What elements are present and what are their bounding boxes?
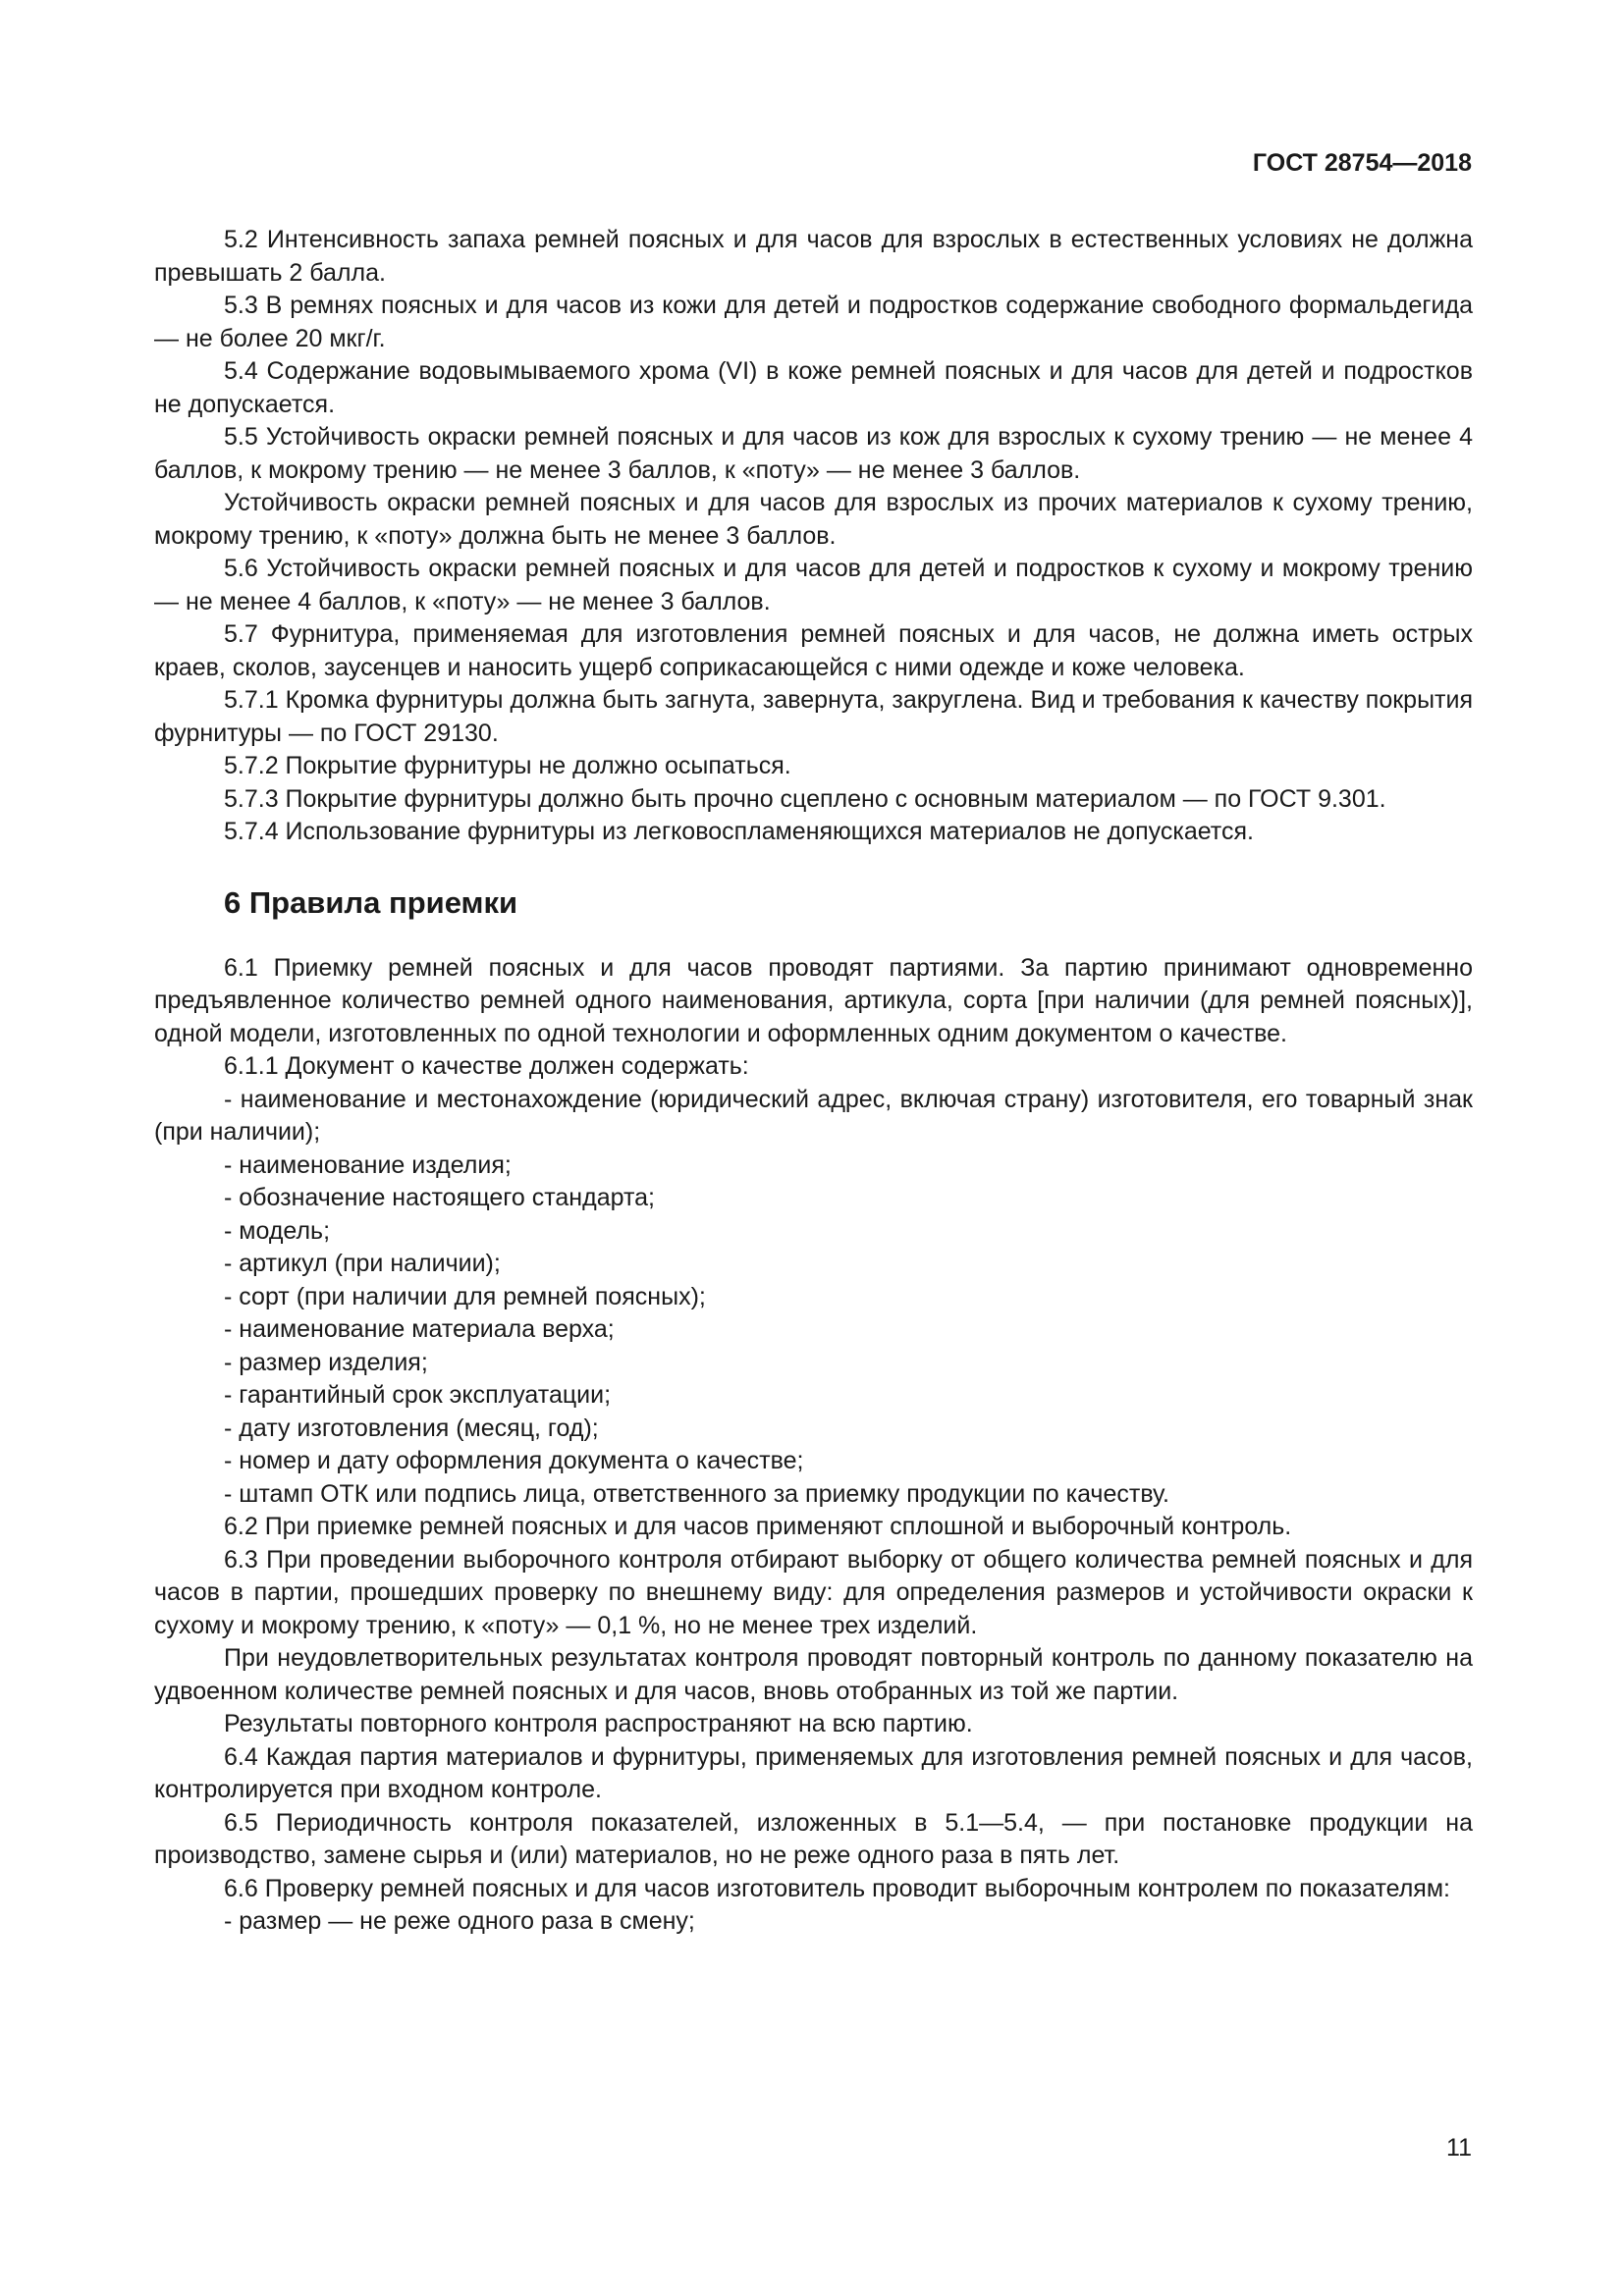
paragraph-6-6: 6.6 Проверку ремней поясных и для часов изготовитель проводит выборочным контролем по показателям:: [224, 1874, 1450, 1902]
paragraph-5-7: 5.7 Фурнитура, применяемая для изготовления ремней поясных и для часов, не должна иметь острых краев, сколов, заусенцев и наносить ущерб соприкасающейся с ними одежде и коже человека.: [154, 620, 1473, 681]
list-item-size: - размер — не реже одного раза в смену;: [224, 1907, 695, 1935]
doc-header-id: ГОСТ 28754—2018: [1252, 149, 1472, 177]
paragraph-6-3-repeat: При неудовлетворительных результатах контроля проводят повторный контроль по данному показателю на удвоенном количестве ремней поясных и для часов, вновь отобранных из той же партии.: [154, 1644, 1473, 1705]
paragraph-5-4: 5.4 Содержание водовымываемого хрома (VI) в коже ремней поясных и для часов для детей и подростков не допускается.: [154, 357, 1473, 418]
paragraph-5-5-continued: Устойчивость окраски ремней поясных и для часов для взрослых из прочих материалов к сухому трению, мокрому трению, к «поту» должна быть не менее 3 баллов.: [154, 489, 1473, 550]
list-item: - дату изготовления (месяц, год);: [224, 1414, 599, 1442]
paragraph-6-5: 6.5 Периодичность контроля показателей, изложенных в 5.1—5.4, — при постановке продукции на производство, замене сырья и (или) материалов, но не реже одного раза в пять лет.: [154, 1808, 1473, 1869]
paragraph-6-3-result: Результаты повторного контроля распространяют на всю партию.: [224, 1710, 973, 1737]
page-number: 11: [1446, 2134, 1472, 2162]
list-item: - модель;: [224, 1216, 331, 1245]
paragraph-5-3: 5.3 В ремнях поясных и для часов из кожи для детей и подростков содержание свободного формальдегида — не более 20 мкг/г.: [154, 292, 1473, 352]
paragraph-5-2: 5.2 Интенсивность запаха ремней поясных и для часов для взрослых в естественных условиях не должна превышать 2 балла.: [154, 226, 1473, 287]
body-text: [154, 224, 1473, 1939]
list-item: - штамп ОТК или подпись лица, ответственного за приемку продукции по качеству.: [224, 1479, 1169, 1508]
list-item: - гарантийный срок эксплуатации;: [224, 1381, 612, 1409]
paragraph-6-2: 6.2 При приемке ремней поясных и для часов применяют сплошной и выборочный контроль.: [224, 1513, 1292, 1540]
paragraph-6-1: 6.1 Приемку ремней поясных и для часов проводят партиями. За партию принимают одновременно предъявленное количество ремней одного наименования, артикула, сорта [при наличии (для ремней поясных)], одной модели, изготовленных по одной технологии и оформленных одним документом о качестве.: [154, 953, 1473, 1047]
list-item-manufacturer: - наименование и местонахождение (юридический адрес, включая страну) изготовителя, его товарный знак (при наличии);: [154, 1085, 1473, 1146]
list-item: - размер изделия;: [224, 1348, 428, 1376]
paragraph-6-3: 6.3 При проведении выборочного контроля отбирают выборку от общего количества ремней поясных и для часов в партии, прошедших проверку по внешнему виду: для определения размеров и устойчивости окраски к сухому и мокрому трению, к «поту» — 0,1 %, но не менее трех изделий.: [154, 1545, 1473, 1639]
list-item: - номер и дату оформления документа о качестве;: [224, 1447, 804, 1474]
paragraph-6-1-1: 6.1.1 Документ о качестве должен содержать:: [224, 1052, 749, 1080]
list-item: - обозначение настоящего стандарта;: [224, 1184, 655, 1211]
list-item: - наименование изделия;: [224, 1150, 512, 1179]
paragraph-5-5: 5.5 Устойчивость окраски ремней поясных и для часов из кож для взрослых к сухому трению — не менее 4 баллов, к мокрому трению — не менее 3 баллов, к «поту» — не менее 3 баллов.: [154, 423, 1473, 484]
paragraph-5-7-3: 5.7.3 Покрытие фурнитуры должно быть прочно сцеплено с основным материалом — по ГОСТ 9.301.: [224, 784, 1386, 813]
list-item: - сорт (при наличии для ремней поясных);: [224, 1282, 706, 1310]
list-item: - наименование материала верха;: [224, 1315, 615, 1343]
paragraph-6-4: 6.4 Каждая партия материалов и фурнитуры, применяемых для изготовления ремней поясных и для часов, контролируется при входном контроле.: [154, 1742, 1473, 1803]
paragraph-5-7-1: 5.7.1 Кромка фурнитуры должна быть загнута, завернута, закруглена. Вид и требования к качеству покрытия фурнитуры — по ГОСТ 29130.: [154, 686, 1473, 747]
paragraph-5-7-2: 5.7.2 Покрытие фурнитуры не должно осыпаться.: [224, 752, 791, 779]
paragraph-5-7-4: 5.7.4 Использование фурнитуры из легковоспламеняющихся материалов не допускается.: [224, 818, 1254, 845]
section-title: 6 Правила приемки: [224, 884, 518, 920]
list-item: - артикул (при наличии);: [224, 1250, 501, 1277]
paragraph-5-6: 5.6 Устойчивость окраски ремней поясных и для часов для детей и подростков к сухому и мокрому трению — не менее 4 баллов, к «поту» — не менее 3 баллов.: [154, 555, 1473, 615]
